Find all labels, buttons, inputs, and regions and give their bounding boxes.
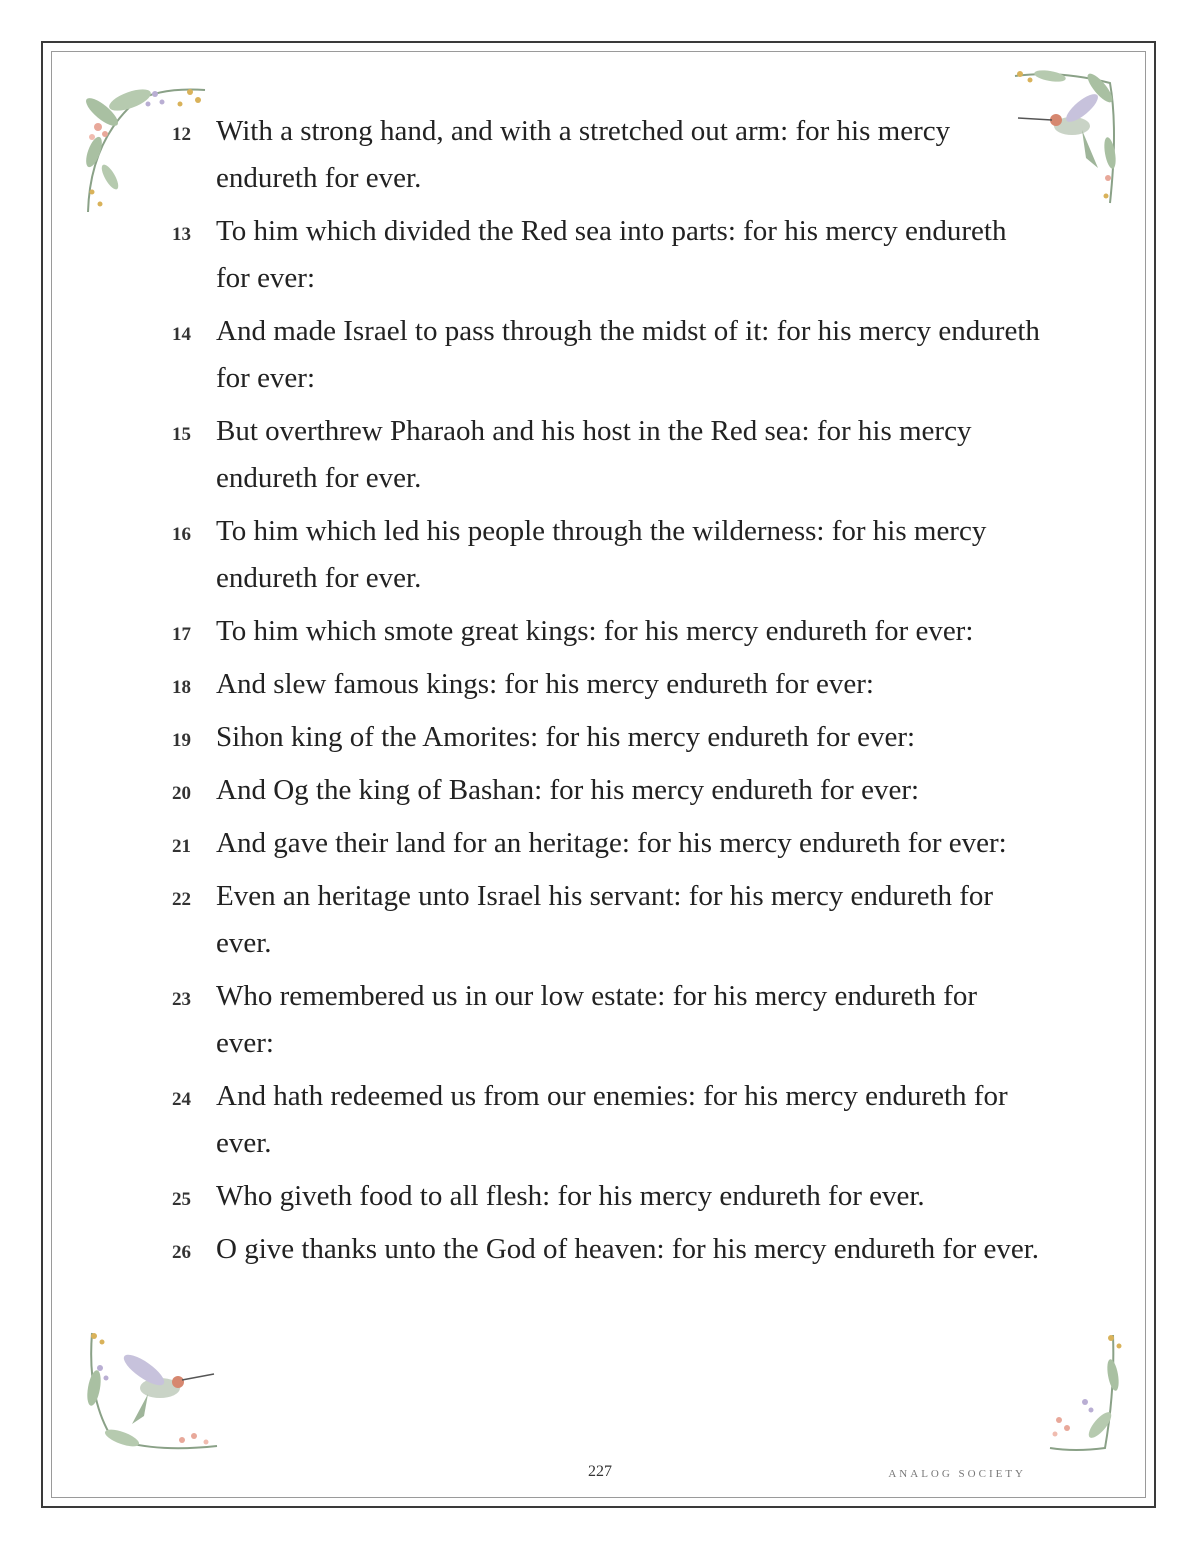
verse-text: O give thanks unto the God of heaven: for his mercy endureth for ever. xyxy=(216,1233,1040,1265)
verse-number: 20 xyxy=(172,783,191,804)
verse-number: 26 xyxy=(172,1242,191,1263)
verse-number: 14 xyxy=(172,324,191,345)
verse-number: 12 xyxy=(172,124,191,145)
verse xyxy=(172,973,1042,1067)
verse-number: 24 xyxy=(172,1089,191,1110)
verse xyxy=(172,820,1042,867)
verse xyxy=(172,767,1042,814)
verse xyxy=(172,661,1042,708)
verse-number: 17 xyxy=(172,624,191,645)
verse xyxy=(172,208,1042,302)
verse-text: To him which led his people through the wilderness: for his mercy endureth for ever. xyxy=(216,515,987,594)
verse-number: 15 xyxy=(172,424,191,445)
verse-text: Even an heritage unto Israel his servant: for his mercy endureth for ever. xyxy=(216,880,994,959)
verse xyxy=(172,308,1042,402)
verse-number: 22 xyxy=(172,889,191,910)
verse-number: 23 xyxy=(172,989,191,1010)
verse-number: 19 xyxy=(172,730,191,751)
verse-number: 13 xyxy=(172,224,191,245)
verse-number: 25 xyxy=(172,1189,191,1210)
verse xyxy=(172,873,1042,967)
verse xyxy=(172,108,1042,202)
verse-number: 21 xyxy=(172,836,191,857)
verse-text: And made Israel to pass through the midst of it: for his mercy endureth for ever: xyxy=(216,315,1040,394)
floral-corner-icon xyxy=(1045,1330,1125,1455)
verse-number: 16 xyxy=(172,524,191,545)
verse xyxy=(172,714,1042,761)
page-number: 227 xyxy=(588,1463,612,1480)
hummingbird-floral-icon xyxy=(82,1328,222,1458)
verse-text: And slew famous kings: for his mercy endureth for ever: xyxy=(216,668,874,700)
verse-number: 18 xyxy=(172,677,191,698)
verse-text: To him which smote great kings: for his mercy endureth for ever: xyxy=(216,615,974,647)
verse-text: And gave their land for an heritage: for his mercy endureth for ever: xyxy=(216,827,1007,859)
brand-name: ANALOG SOCIETY xyxy=(888,1468,1026,1480)
verse xyxy=(172,1073,1042,1167)
verse-text: With a strong hand, and with a stretched out arm: for his mercy endureth for ever. xyxy=(216,115,951,194)
verse-list xyxy=(172,108,1042,1279)
verse-text: To him which divided the Red sea into parts: for his mercy endureth for ever: xyxy=(216,215,1007,294)
verse-text: Who remembered us in our low estate: for his mercy endureth for ever: xyxy=(216,980,977,1059)
verse xyxy=(172,1173,1042,1220)
verse xyxy=(172,608,1042,655)
verse-text: But overthrew Pharaoh and his host in the Red sea: for his mercy endureth for ever. xyxy=(216,415,972,494)
verse xyxy=(172,408,1042,502)
verse xyxy=(172,508,1042,602)
verse-text: Sihon king of the Amorites: for his mercy endureth for ever: xyxy=(216,721,916,753)
verse-text: And Og the king of Bashan: for his mercy endureth for ever: xyxy=(216,774,920,806)
verse xyxy=(172,1226,1042,1273)
verse-text: Who giveth food to all flesh: for his mercy endureth for ever. xyxy=(216,1180,925,1212)
verse-text: And hath redeemed us from our enemies: for his mercy endureth for ever. xyxy=(216,1080,1008,1159)
